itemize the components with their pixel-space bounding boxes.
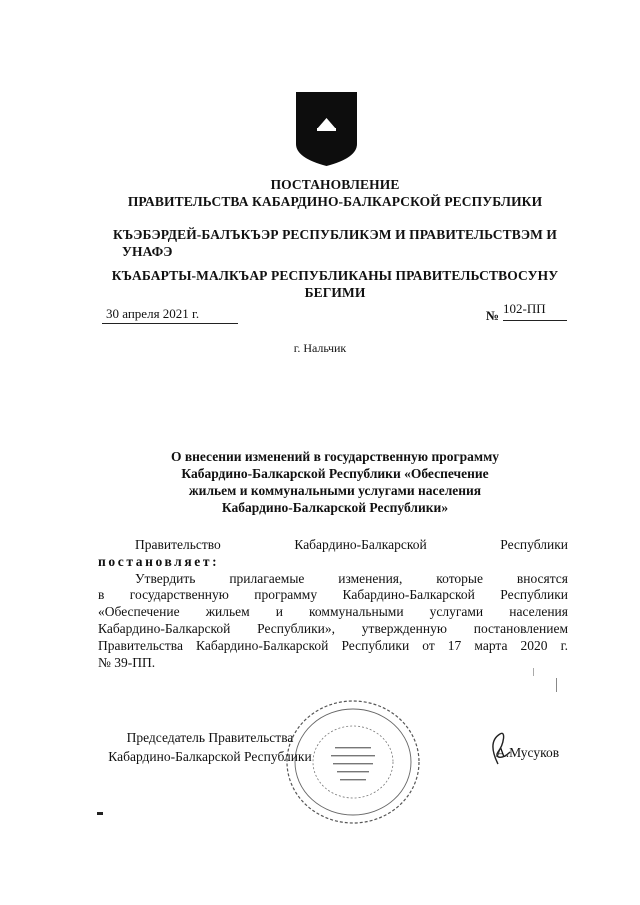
coat-of-arms-icon: [296, 92, 357, 166]
document-heading-balkar: [100, 267, 570, 301]
heading-line: КЪЭБЭРДЕЙ-БАЛЪКЪЭР РЕСПУБЛИКЭМ И ПРАВИТЕЛЬСТВЭМ И: [112, 227, 558, 242]
body-line: Кабардино-Балкарской Республики», утвержденную постановлением: [98, 620, 568, 636]
document-body: [98, 537, 568, 671]
heading-line: КЪАБАРТЫ-МАЛКЪАР РЕСПУБЛИКАНЫ ПРАВИТЕЛЬСТВОСУНУ: [111, 268, 559, 283]
document-heading: [100, 176, 570, 210]
resolution-word: постановляет:: [98, 553, 220, 569]
scan-mark: [97, 812, 103, 815]
scan-mark: [533, 668, 534, 676]
body-line: Утвердить прилагаемые изменения, которые вносятся: [135, 570, 568, 586]
heading-line: БЕГИМИ: [304, 285, 366, 300]
document-title: [110, 448, 560, 516]
signatory-name: А.Мусуков: [496, 745, 560, 760]
body-line: № 39-ПП.: [98, 654, 156, 670]
document-city: г. Нальчик: [293, 341, 347, 355]
handwritten-signature: [484, 730, 524, 766]
signatory-position: [100, 728, 320, 766]
heading-line: ПРАВИТЕЛЬСТВА КАБАРДИНО-БАЛКАРСКОЙ РЕСПУБЛИКИ: [127, 194, 543, 209]
title-line: Кабардино-Балкарской Республики «Обеспечение: [181, 466, 489, 481]
heading-line: ПОСТАНОВЛЕНИЕ: [270, 177, 400, 192]
signatory-line: Кабардино-Балкарской Республики: [108, 749, 312, 764]
title-line: Кабардино-Балкарской Республики»: [221, 500, 449, 515]
document-number: 102-ПП: [503, 301, 567, 321]
body-line: «Обеспечение жильем и коммунальными услугами населения: [98, 604, 568, 620]
title-line: жильем и коммунальными услугами населения: [188, 483, 482, 498]
document-heading-kabardian: [100, 226, 570, 260]
number-sign: №: [486, 308, 500, 323]
body-line: Правительства Кабардино-Балкарской Республики от 17 марта 2020 г.: [98, 637, 568, 653]
heading-line: УНАФЭ: [122, 244, 173, 259]
body-line: в государственную программу Кабардино-Балкарской Республики: [98, 587, 568, 603]
title-line: О внесении изменений в государственную программу: [170, 449, 500, 464]
document-date: 30 апреля 2021 г.: [102, 306, 238, 324]
signatory-line: Председатель Правительства: [126, 730, 294, 745]
body-line: Правительство Кабардино-Балкарской Республики: [135, 537, 568, 552]
scan-mark: [556, 678, 557, 692]
